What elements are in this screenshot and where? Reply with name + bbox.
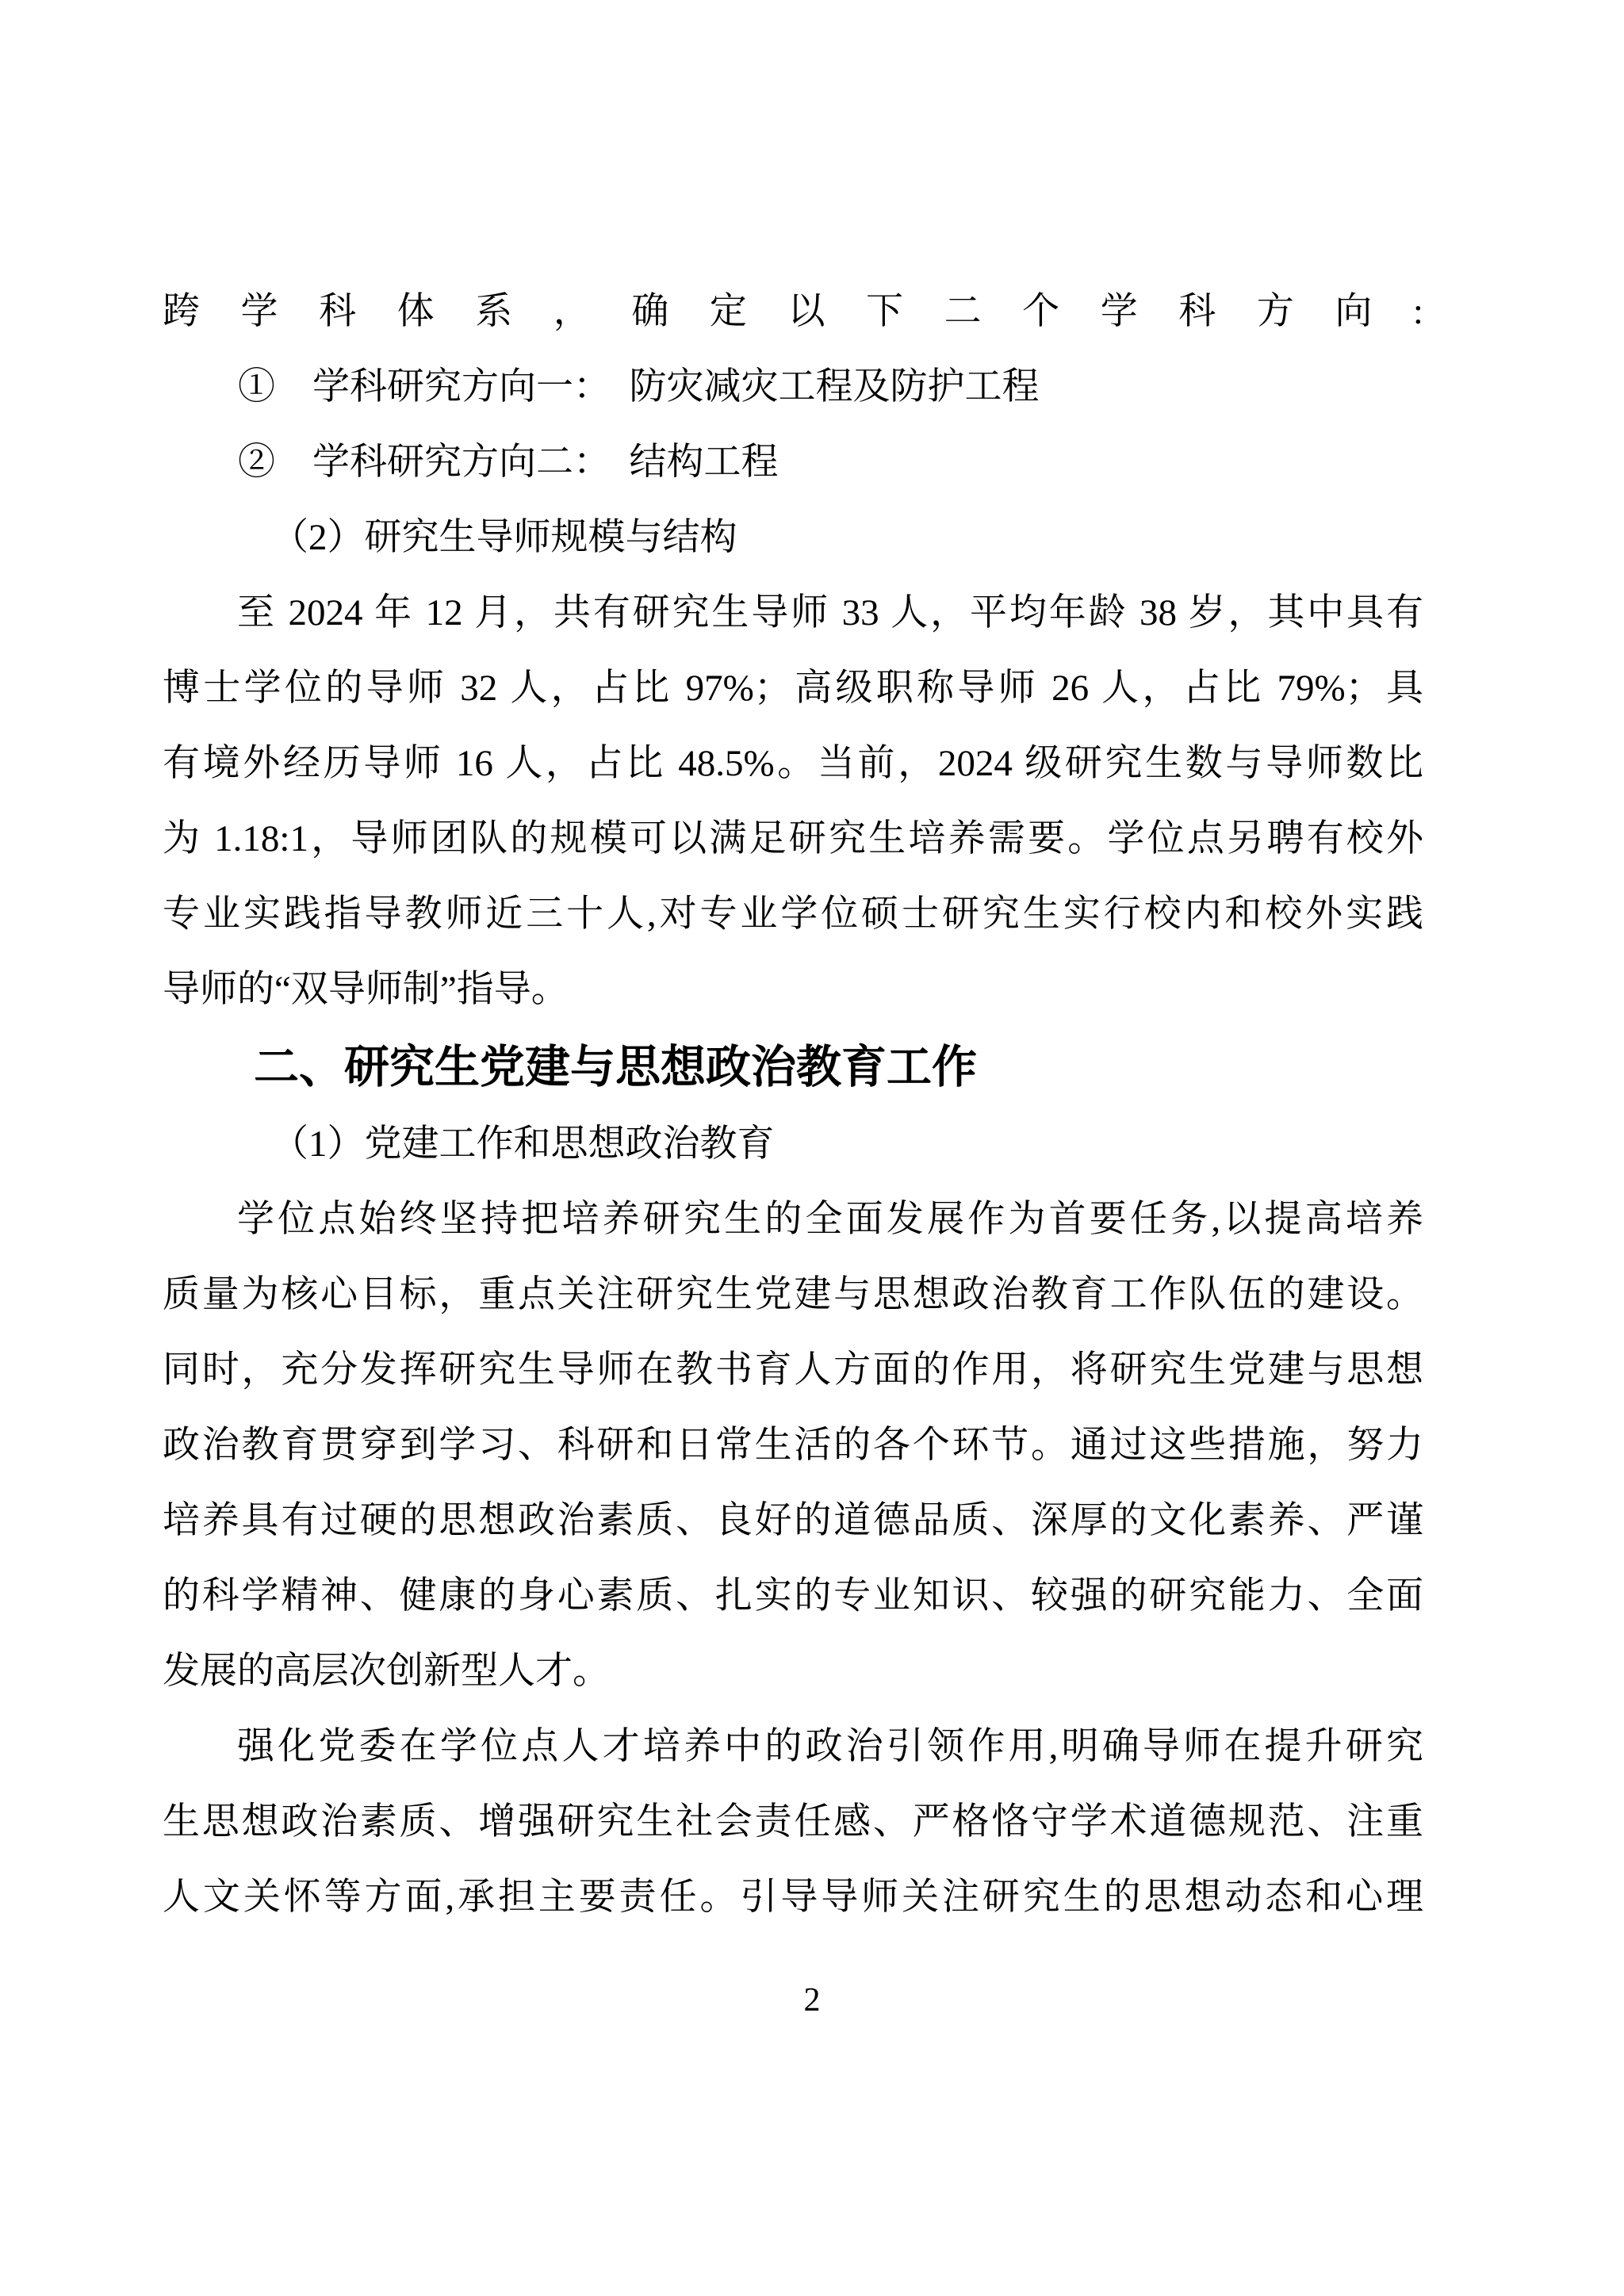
subheading-party-work: （1）党建工作和思想政治教育 (271, 1123, 775, 1165)
section-heading-party-building: 二、研究生党建与思想政治教育工作 (254, 1042, 977, 1093)
para2-line-1: 学位点始终坚持把培养研究生的全面发展作为首要任务,以提高培养 (237, 1199, 1423, 1240)
para1-line-1: 至 2024 年 12 月，共有研究生导师 33 人，平均年龄 38 岁，其中具有 (237, 592, 1423, 633)
para3-line-3: 人文关怀等方面,承担主要责任。引导导师关注研究生的思想动态和心理 (163, 1877, 1423, 1918)
para1-line-4: 为 1.18:1，导师团队的规模可以满足研究生培养需要。学位点另聘有校外 (163, 818, 1423, 859)
para2-line-4: 政治教育贯穿到学习、科研和日常生活的各个环节。通过这些措施，努力 (163, 1425, 1423, 1466)
direction-item-2: ② 学科研究方向二： 结构工程 (238, 442, 779, 483)
para2-line-6: 的科学精神、健康的身心素质、扎实的专业知识、较强的研究能力、全面 (163, 1575, 1423, 1617)
para1-line-3: 有境外经历导师 16 人，占比 48.5%。当前，2024 级研究生数与导师数比 (163, 743, 1423, 784)
para1-line-5: 专业实践指导教师近三十人,对专业学位硕士研究生实行校内和校外实践 (163, 894, 1423, 935)
page-number: 2 (803, 1982, 821, 2019)
para2-line-2: 质量为核心目标，重点关注研究生党建与思想政治教育工作队伍的建设。 (163, 1274, 1423, 1315)
subheading-supervisor-scale: （2）研究生导师规模与结构 (271, 517, 737, 558)
para2-line-7: 发展的高层次创新型人才。 (163, 1651, 610, 1692)
document-content (163, 274, 1423, 1935)
para3-line-2: 生思想政治素质、增强研究生社会责任感、严格恪守学术道德规范、注重 (163, 1801, 1423, 1843)
continuation-line: 跨学科体系，确定以下二个学科方向: (163, 291, 1423, 332)
para1-line-2: 博士学位的导师 32 人，占比 97%；高级职称导师 26 人，占比 79%；具 (163, 668, 1423, 709)
direction-item-1: ① 学科研究方向一： 防灾减灾工程及防护工程 (238, 366, 1040, 408)
para1-line-6: 导师的“双导师制”指导。 (163, 969, 569, 1010)
para2-line-5: 培养具有过硬的思想政治素质、良好的道德品质、深厚的文化素养、严谨 (163, 1500, 1423, 1541)
para3-line-1: 强化党委在学位点人才培养中的政治引领作用,明确导师在提升研究 (237, 1726, 1423, 1767)
para2-line-3: 同时，充分发挥研究生导师在教书育人方面的作用，将研究生党建与思想 (163, 1349, 1423, 1391)
